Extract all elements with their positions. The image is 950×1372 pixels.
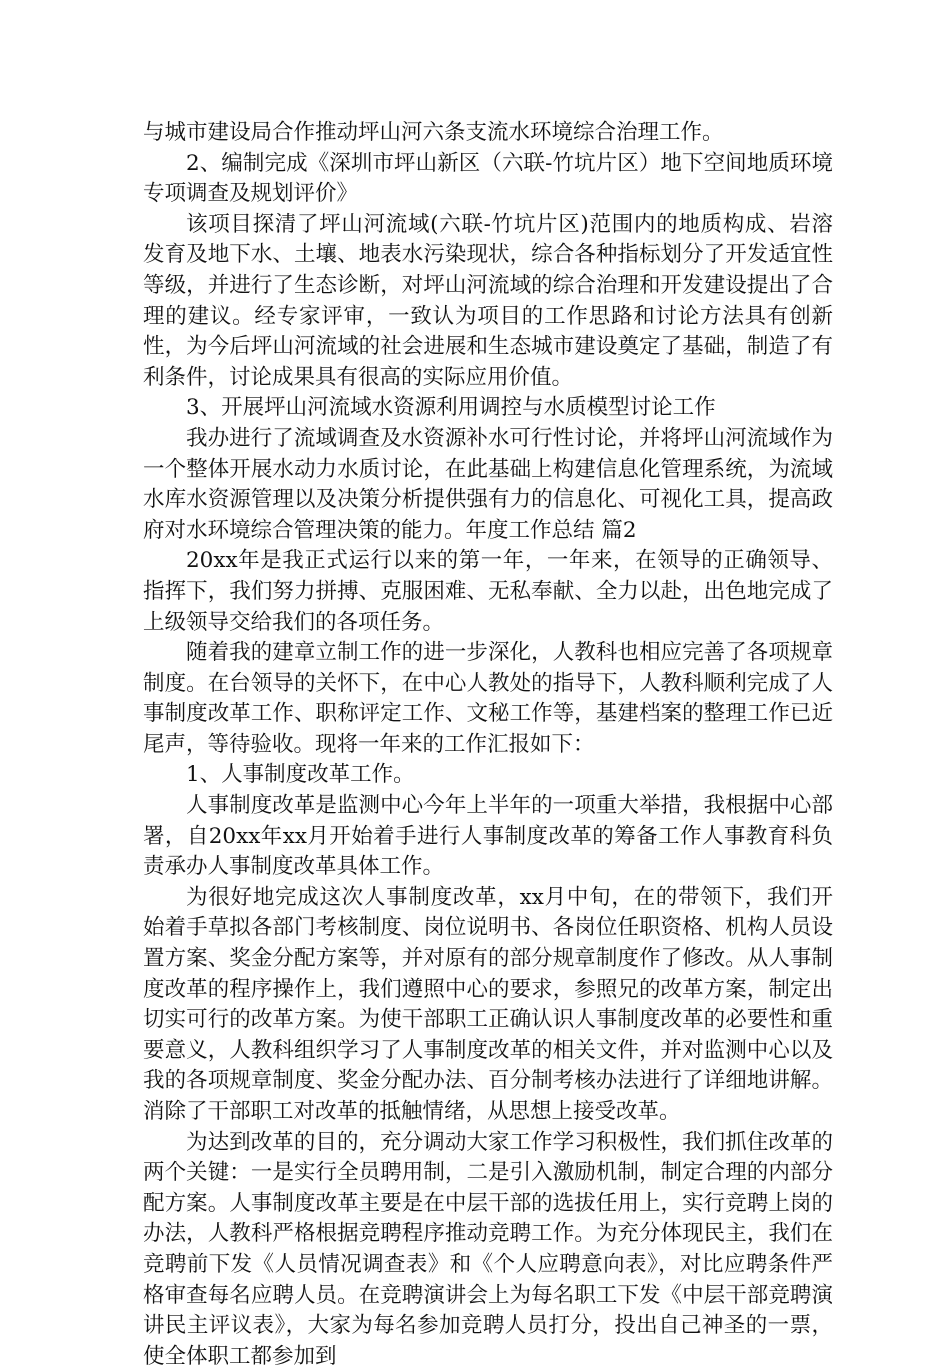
paragraph: 为达到改革的目的，充分调动大家工作学习积极性，我们抓住改革的两个关键：一是实行全员聘用制，二是引入激励机制，制定合理的内部分配方案。人事制度改革主要是在中层干部的选拔任用上，实行竞聘上岗的办法，人教科严格根据竞聘程序推动竞聘工作。为充分体现民主，我们在竞聘前下发《人员情况调查表》和《个人应聘意向表》，对比应聘条件严格审查每名应聘人员。在竞聘演讲会上为每名职工下发《中层干部竞聘演讲民主评议表》，大家为每名参加竞聘人员打分，投出自己神圣的一票，使全体职工都参加到: [143, 1129, 833, 1369]
paragraph: 与城市建设局合作推动坪山河六条支流水环境综合治理工作。: [143, 120, 724, 145]
paragraph: 20xx年是我正式运行以来的第一年，一年来，在领导的正确领导、指挥下，我们努力拼搏、克服困难、无私奉献、全力以赴，出色地完成了上级领导交给我们的各项任务。: [143, 548, 833, 635]
paragraph: 3、开展坪山河流域水资源利用调控与水质模型讨论工作: [186, 395, 716, 421]
paragraph: 2、编制完成《深圳市坪山新区（六联-竹坑片区）地下空间地质环境专项调查及规划评价》: [143, 150, 833, 207]
paragraph: 为很好地完成这次人事制度改革，xx月中旬，在的带领下，我们开始着手草拟各部门考核制度、岗位说明书、各岗位任职资格、机构人员设置方案、奖金分配方案等，并对原有的部分规章制度作了修改。从人事制度改革的程序操作上，我们遵照中心的要求，参照兄的改革方案，制定出切实可行的改革方案。为使干部职工正确认识人事制度改革的必要性和重要意义，人教科组织学习了人事制度改革的相关文件，并对监测中心以及我的各项规章制度、奖金分配办法、百分制考核办法进行了详细地讲解。消除了干部职工对改革的抵触情绪，从思想上接受改革。: [143, 884, 833, 1124]
paragraph: 1、人事制度改革工作。: [186, 762, 415, 788]
paragraph: 随着我的建章立制工作的进一步深化，人教科也相应完善了各项规章制度。在台领导的关怀下，在中心人教处的指导下，人教科顺利完成了人事制度改革工作、职称评定工作、文秘工作等，基建档案的整理工作已近尾声，等待验收。现将一年来的工作汇报如下：: [143, 640, 833, 757]
document-body: [143, 118, 833, 1372]
paragraph: 我办进行了流域调查及水资源补水可行性讨论，并将坪山河流域作为一个整体开展水动力水质讨论，在此基础上构建信息化管理系统，为流域水库水资源管理以及决策分析提供强有力的信息化、可视化工具，提高政府对水环境综合管理决策的能力。年度工作总结 篇2: [143, 425, 833, 543]
paragraph: 人事制度改革是监测中心今年上半年的一项重大举措，我根据中心部署，自20xx年xx月开始着手进行人事制度改革的筹备工作人事教育科负责承办人事制度改革具体工作。: [143, 793, 833, 880]
paragraph: 该项目探清了坪山河流域(六联-竹坑片区)范围内的地质构成、岩溶发育及地下水、土壤、地表水污染现状，综合各种指标划分了开发适宜性等级，并进行了生态诊断，对坪山河流域的综合治理和开发建设提出了合理的建议。经专家评审，一致认为项目的工作思路和讨论方法具有创新性，为今后坪山河流域的社会进展和生态城市建设奠定了基础，制造了有利条件，讨论成果具有很高的实际应用价值。: [143, 211, 833, 390]
